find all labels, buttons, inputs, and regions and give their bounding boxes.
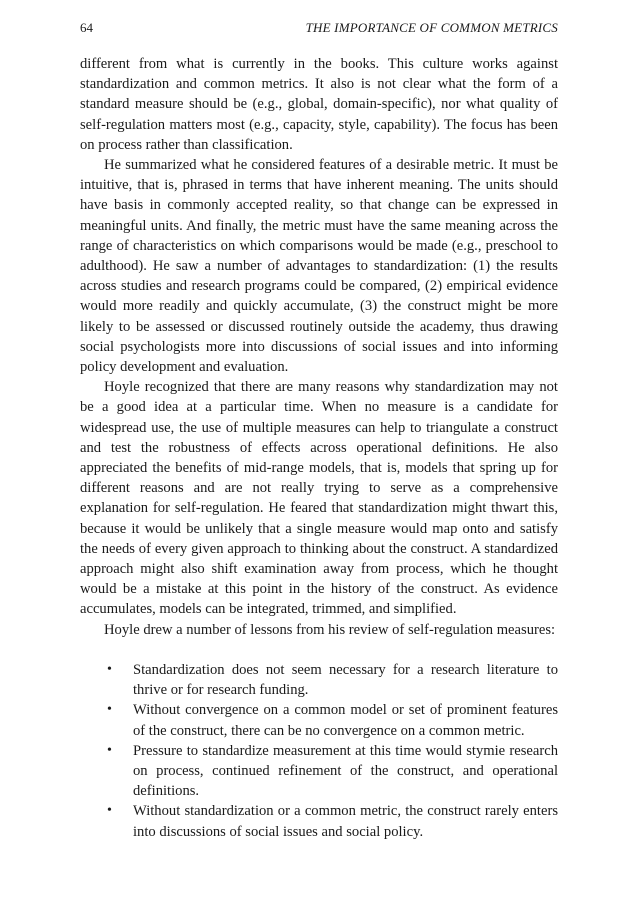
running-title: THE IMPORTANCE OF COMMON METRICS (305, 20, 558, 35)
list-item-text: Pressure to standardize measurement at this time would stymie research on process, continued refinement of the construct, and operational definitions. (133, 742, 558, 800)
bullet-icon: • (107, 661, 112, 677)
lessons-list (80, 660, 558, 842)
list-item (80, 700, 558, 740)
list-item-text: Without standardization or a common metric, the construct rarely enters into discussions of social issues and social policy. (133, 803, 558, 840)
paragraph-standardization-reasons: Hoyle recognized that there are many reasons why standardization may not be a good idea at a particular time. When no measure is a candidate for widespread use, the use of multiple measures can help to triangulate a construct and test the robustness of effects across operational definitions. He also appreciated the benefits of mid-range models, that is, models that spring up for different reasons and are not really trying to serve as a comprehensive explanation for self-regulation. He feared that standardization might thwart this, because it would be unlikely that a single measure would map onto and satisfy the needs of every given approach to thinking about the construct. A standardized approach might also shift examination away from process, which he thought would be a mistake at this point in the history of the construct. As evidence accumulates, models can be integrated, trimmed, and simplified. (80, 379, 558, 618)
bullet-icon: • (107, 702, 112, 718)
book-page (80, 20, 558, 842)
running-head (80, 20, 558, 36)
list-item (80, 801, 558, 841)
bullet-icon: • (107, 803, 112, 819)
list-item (80, 660, 558, 700)
body-text (80, 54, 558, 640)
paragraph-continued: different from what is currently in the books. This culture works against standardization and common metrics. It also is not clear what the form of a standard measure should be (e.g., global, domain-specific), nor what quality of self-regulation matters most (e.g., capacity, style, capability). The focus has been on process rather than classification. (80, 56, 558, 153)
list-item-text: Standardization does not seem necessary for a research literature to thrive or for research funding. (133, 661, 558, 699)
list-item-text: Without convergence on a common model or set of prominent features of the construct, there can be no convergence on a common metric. (133, 702, 558, 739)
paragraph-metric-features: He summarized what he considered features of a desirable metric. It must be intuitive, that is, phrased in terms that have inherent meaning. The units should have basis in commonly accepted reality, so that change can be expressed in meaningful units. And finally, the metric must have the same meaning across the range of characteristics on which comparisons would be made (e.g., preschool to adulthood). He saw a number of advantages to standardization: (1) the results across studies and research programs could be compared, (2) empirical evidence would more readily and quickly accumulate, (3) the construct might be more likely to be assessed or discussed routinely outside the academy, thus drawing social psychologists more into discussions of social issues and into informing policy development and evaluation. (80, 157, 558, 376)
list-item (80, 741, 558, 802)
page-number: 64 (80, 20, 93, 35)
paragraph-lessons-intro: Hoyle drew a number of lessons from his review of self-regulation measures: (104, 621, 556, 638)
bullet-icon: • (107, 742, 112, 758)
